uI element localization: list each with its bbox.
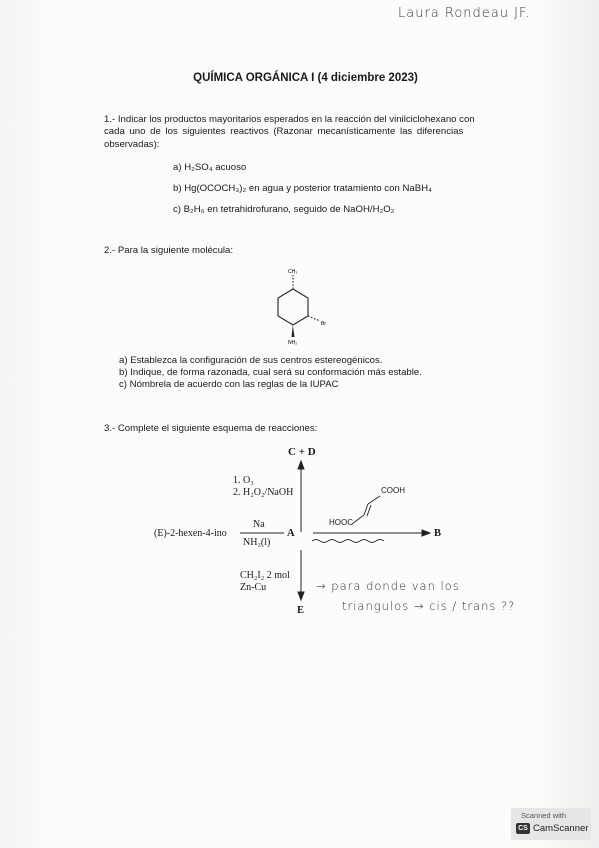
zinc-copper-reagent: Zn-Cu [240,582,267,593]
fumaric-acid-structure [352,496,380,524]
bromo-label: Br [321,321,326,327]
q3-intro: 3.- Complete el siguiente esquema de reacciones: [104,423,318,434]
q2-item-b: b) Indique, de forma razonada, cual será su conformación más estable. [119,367,422,378]
ammonia-reagent: NH₃(l) [243,537,271,548]
arrow-to-b-head [422,530,430,536]
sodium-reagent: Na [253,519,265,530]
exam-title: QUÍMICA ORGÁNICA I (4 diciembre 2023) [193,72,418,84]
handwritten-name: Laura Rondeau JF. [398,6,531,21]
q1-item-a: a) H₂SO₄ acuoso [173,162,247,173]
hooc-label: HOOC [329,518,353,527]
camscanner-text: CamScanner [533,823,589,834]
scanned-with-text: Scanned with [521,811,567,820]
q2-intro: 2.- Para la siguiente molécula: [104,245,234,256]
handwritten-note-line2: triangulos → cis / trans ?? [342,599,516,613]
q1-item-c: c) B₂H₆ en tetrahidrofurano, seguido de NaOH/H₂O₂ [173,204,395,215]
amino-label: NH₂ [288,340,298,346]
camscanner-logo-icon: CS [516,823,530,834]
starting-material: (E)-2-hexen-4-ino [154,528,227,539]
q2-item-a: a) Establezca la configuración de sus centros estereogénicos. [119,355,383,366]
q1-intro-line3: observadas): [104,139,160,150]
peroxide-reagent: 2. H₂O₂/NaOH [233,487,294,498]
camscanner-badge [511,808,591,840]
q2-item-c: c) Nómbrela de acuerdo con las reglas de la IUPAC [119,379,339,390]
arrow-to-e-head [298,592,304,600]
product-cd-label: C + D [288,446,316,458]
arrow-to-cd-head [298,461,304,469]
q1-intro-line2: cada uno de los siguientes reactivos (Razonar mecanísticamente las diferencias [104,126,464,137]
methyl-label: CH₃ [288,269,298,275]
q1-intro-line1: 1.- Indicar los productos mayoritarios esperados en la reacción del vinilciclohexano con [104,114,475,125]
q1-item-b: b) Hg(OCOCH₃)₂ en agua y posterior tratamiento con NaBH₄ [173,183,432,194]
product-a-label: A [287,528,295,539]
wavy-underline [312,540,384,543]
handwritten-note-line1: → para donde van los [316,579,460,593]
product-e-label: E [297,605,305,616]
diiodomethane-reagent: CH₂I₂ 2 mol [240,570,290,581]
ozone-reagent: 1. O₃ [233,475,254,486]
product-b-label: B [434,528,442,539]
cooh-label: COOH [381,486,405,495]
